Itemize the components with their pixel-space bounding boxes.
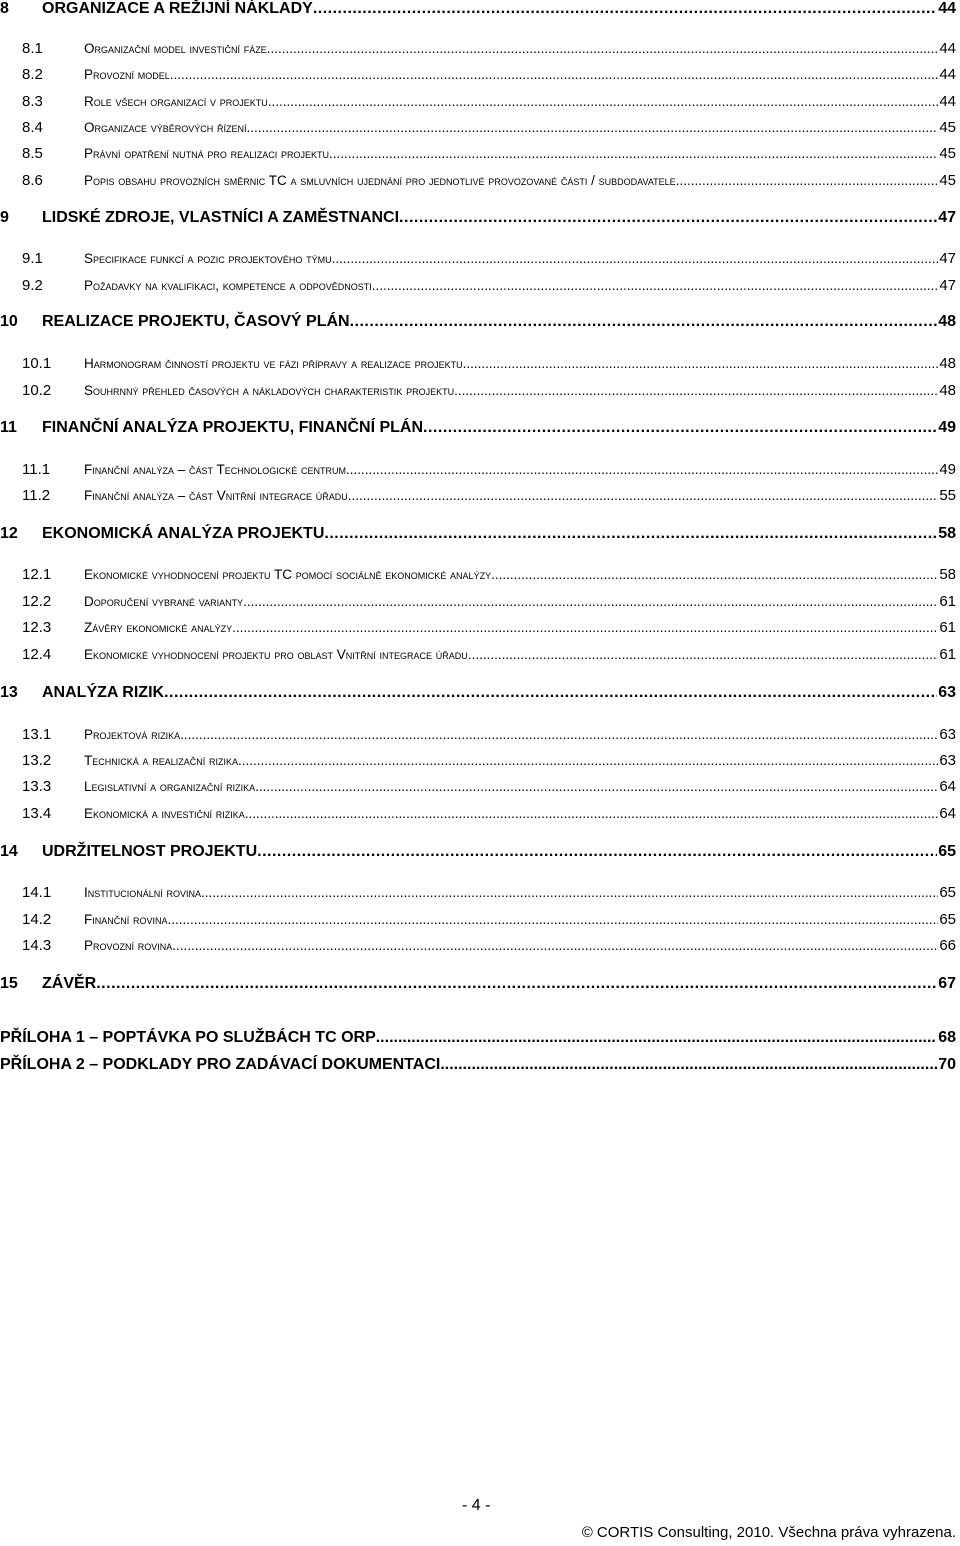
toc-page-number: 44	[939, 93, 956, 110]
toc-number: 14.1	[22, 884, 52, 901]
dot-leader	[243, 594, 938, 609]
toc-page-number: 63	[939, 726, 956, 743]
toc-title: Doporučení vybrané varianty	[84, 594, 244, 609]
toc-number: 13.1	[22, 726, 52, 743]
toc-page-number: 64	[939, 805, 956, 822]
toc-page-number: 58	[939, 566, 956, 583]
dot-leader	[399, 209, 937, 227]
toc-title: Popis obsahu provozních směrnic TC a smluvních ujednání pro jednotlivé provozované části / subdodavatele	[84, 173, 676, 188]
dot-leader	[164, 684, 937, 702]
toc-subentry[interactable]	[0, 593, 956, 610]
toc-title: ORGANIZACE A REŽIJNÍ NÁKLADY	[42, 0, 313, 17]
toc-number: 10.2	[22, 382, 52, 399]
toc-page-number: 64	[939, 778, 956, 795]
dot-leader	[468, 647, 939, 662]
toc-subentry[interactable]	[0, 487, 956, 504]
toc-number: 8.5	[22, 145, 43, 162]
toc-page-number: 70	[938, 1056, 956, 1073]
toc-subentry[interactable]	[0, 619, 956, 636]
toc-page-number: 65	[939, 911, 956, 928]
toc-title: Provozní rovina	[84, 938, 173, 953]
toc-title: Ekonomické vyhodnocení projektu TC pomocí sociálně ekonomické analýzy	[84, 567, 492, 582]
toc-page-number: 66	[939, 937, 956, 954]
toc-number: 9.2	[22, 277, 43, 294]
dot-leader	[372, 278, 939, 293]
toc-page-number: 67	[938, 975, 956, 992]
toc-title: Ekonomické vyhodnocení projektu pro oblast Vnitřní integrace úřadu	[84, 647, 468, 662]
toc-title: Specifikace funkcí a pozic projektového týmu	[84, 251, 332, 266]
dot-leader	[257, 843, 937, 861]
toc-title: Ekonomická a investiční rizika	[84, 806, 245, 821]
toc-title: Souhrnný přehled časových a nákladových charakteristik projektu	[84, 383, 455, 398]
toc-number: 11	[0, 419, 17, 436]
dot-leader	[201, 885, 938, 900]
toc-title: PŘÍLOHA 1 – POPTÁVKA PO SLUŽBÁCH TC ORP	[0, 1029, 376, 1046]
toc-subentry[interactable]	[0, 778, 956, 795]
toc-number: 14	[0, 843, 18, 860]
toc-title: Finanční rovina	[84, 912, 168, 927]
toc-subentry[interactable]	[0, 145, 956, 162]
toc-number: 15	[0, 975, 18, 992]
toc-subentry[interactable]	[0, 937, 956, 954]
toc-subentry[interactable]	[0, 277, 956, 294]
toc-number: 12.4	[22, 646, 52, 663]
toc-page-number: 44	[938, 0, 956, 17]
toc-title: Finanční analýza – část Vnitřní integrace úřadu	[84, 488, 348, 503]
toc-number: 12.3	[22, 619, 52, 636]
toc-number: 8.1	[22, 40, 43, 57]
dot-leader	[255, 779, 938, 794]
dot-leader	[440, 1056, 937, 1074]
toc-page-number: 49	[938, 419, 956, 436]
toc-number: 10.1	[22, 355, 52, 372]
toc-page-number: 58	[938, 525, 956, 542]
toc-title: REALIZACE PROJEKTU, ČASOVÝ PLÁN	[42, 313, 350, 330]
toc-title: Organizační model investiční fáze	[84, 41, 267, 56]
dot-leader	[247, 120, 939, 135]
dot-leader	[346, 462, 938, 477]
toc-page-number: 63	[938, 684, 956, 701]
toc-title: Požadavky na kvalifikaci, kompetence a odpovědnosti	[84, 278, 372, 293]
toc-subentry[interactable]	[0, 40, 956, 57]
toc-title: UDRŽITELNOST PROJEKTU	[42, 843, 258, 860]
toc-number: 11.1	[22, 461, 51, 478]
toc-subentry[interactable]	[0, 752, 956, 769]
toc-number: 9.1	[22, 250, 43, 267]
toc-subentry[interactable]	[0, 355, 956, 372]
dot-leader	[329, 146, 938, 161]
dot-leader	[348, 488, 939, 503]
dot-leader	[245, 806, 939, 821]
dot-leader	[172, 938, 938, 953]
copyright-notice: © CORTIS Consulting, 2010. Všechna práva vyhrazena.	[581, 1524, 956, 1541]
dot-leader	[423, 419, 937, 437]
toc-subentry[interactable]	[0, 884, 956, 901]
dot-leader	[268, 94, 939, 109]
toc-appendix-entry[interactable]	[0, 1056, 956, 1074]
dot-leader	[96, 975, 937, 993]
toc-appendix-entry[interactable]	[0, 1029, 956, 1047]
toc-subentry[interactable]	[0, 172, 956, 189]
toc-number: 11.2	[22, 487, 51, 504]
dot-leader	[491, 567, 938, 582]
toc-entry[interactable]	[0, 525, 956, 543]
toc-page-number: 61	[939, 619, 956, 636]
toc-entry[interactable]	[0, 0, 956, 18]
toc-subentry[interactable]	[0, 382, 956, 399]
toc-title: Legislativní a organizační rizika	[84, 779, 256, 794]
toc-page-number: 65	[939, 884, 956, 901]
dot-leader	[324, 525, 937, 543]
toc-entry[interactable]	[0, 313, 956, 331]
toc-number: 10	[0, 313, 18, 330]
toc-page-number: 45	[939, 172, 956, 189]
toc-page-number: 65	[938, 843, 956, 860]
toc-page-number: 45	[939, 119, 956, 136]
toc-number: 8.6	[22, 172, 43, 189]
toc-number: 8.4	[22, 119, 43, 136]
toc-subentry[interactable]	[0, 646, 956, 663]
toc-subentry[interactable]	[0, 250, 956, 267]
toc-number: 12.2	[22, 593, 52, 610]
toc-title: Projektová rizika	[84, 727, 181, 742]
toc-number: 12	[0, 525, 18, 542]
toc-page-number: 49	[939, 461, 956, 478]
toc-number: 12.1	[22, 566, 52, 583]
toc-entry[interactable]	[0, 843, 956, 861]
toc-title: Závěry ekonomické analýzy	[84, 620, 233, 635]
toc-title: ANALÝZA RIZIK	[42, 684, 165, 701]
toc-number: 13	[0, 684, 18, 701]
toc-page-number: 48	[939, 355, 956, 372]
dot-leader	[376, 1029, 937, 1047]
toc-page-number: 44	[939, 66, 956, 83]
toc-title: PŘÍLOHA 2 – PODKLADY PRO ZADÁVACÍ DOKUMENTACI	[0, 1056, 441, 1073]
dot-leader	[350, 313, 938, 331]
toc-entry[interactable]	[0, 975, 956, 993]
toc-page-number: 47	[939, 277, 956, 294]
toc-title: Role všech organizací v projektu	[84, 94, 268, 109]
dot-leader	[676, 173, 939, 188]
toc-number: 8.2	[22, 66, 43, 83]
toc-page-number: 48	[938, 313, 956, 330]
dot-leader	[313, 0, 937, 18]
dot-leader	[267, 41, 939, 56]
toc-page-number: 48	[939, 382, 956, 399]
toc-number: 14.3	[22, 937, 52, 954]
toc-title: LIDSKÉ ZDROJE, VLASTNÍCI A ZAMĚSTNANCI	[42, 209, 400, 226]
toc-entry[interactable]	[0, 684, 956, 702]
toc-subentry[interactable]	[0, 911, 956, 928]
toc-page-number: 61	[939, 593, 956, 610]
toc-number: 9	[0, 209, 9, 226]
toc-page-number: 61	[939, 646, 956, 663]
toc-title: Právní opatření nutná pro realizaci projektu	[84, 146, 329, 161]
toc-entry[interactable]	[0, 209, 956, 227]
dot-leader	[170, 67, 939, 82]
toc-subentry[interactable]	[0, 805, 956, 822]
toc-number: 8.3	[22, 93, 43, 110]
toc-number: 13.3	[22, 778, 52, 795]
toc-page-number: 44	[939, 40, 956, 57]
toc-number: 14.2	[22, 911, 52, 928]
toc-subentry[interactable]	[0, 566, 956, 583]
toc-number: 8	[0, 0, 9, 17]
toc-title: ZÁVĚR	[42, 975, 97, 992]
toc-title: Provozní model	[84, 67, 170, 82]
toc-title: Technická a realizační rizika	[84, 753, 239, 768]
toc-page-number: 45	[939, 145, 956, 162]
toc-subentry[interactable]	[0, 726, 956, 743]
dot-leader	[463, 356, 939, 371]
dot-leader	[232, 620, 938, 635]
toc-title: Institucionální rovina	[84, 885, 202, 900]
dot-leader	[180, 727, 938, 742]
toc-number: 13.4	[22, 805, 52, 822]
dot-leader	[454, 383, 938, 398]
toc-subentry[interactable]	[0, 66, 956, 83]
toc-title: Organizace výběrových řízení	[84, 120, 247, 135]
dot-leader	[238, 753, 938, 768]
toc-title: FINANČNÍ ANALÝZA PROJEKTU, FINANČNÍ PLÁN	[42, 419, 424, 436]
toc-title: Harmonogram činností projektu ve fázi přípravy a realizace projektu	[84, 356, 463, 371]
toc-page-number: 68	[938, 1029, 956, 1046]
toc-entry[interactable]	[0, 419, 956, 437]
toc-subentry[interactable]	[0, 461, 956, 478]
toc-page-number: 63	[939, 752, 956, 769]
dot-leader	[168, 912, 939, 927]
toc-subentry[interactable]	[0, 93, 956, 110]
toc-title: EKONOMICKÁ ANALÝZA PROJEKTU	[42, 525, 325, 542]
toc-number: 13.2	[22, 752, 52, 769]
toc-page-number: 47	[938, 209, 956, 226]
toc-page-number: 47	[939, 250, 956, 267]
dot-leader	[332, 251, 939, 266]
toc-subentry[interactable]	[0, 119, 956, 136]
toc-page-number: 55	[939, 487, 956, 504]
page-number: - 4 -	[462, 1497, 491, 1514]
toc-title: Finanční analýza – část Technologické centrum	[84, 462, 347, 477]
